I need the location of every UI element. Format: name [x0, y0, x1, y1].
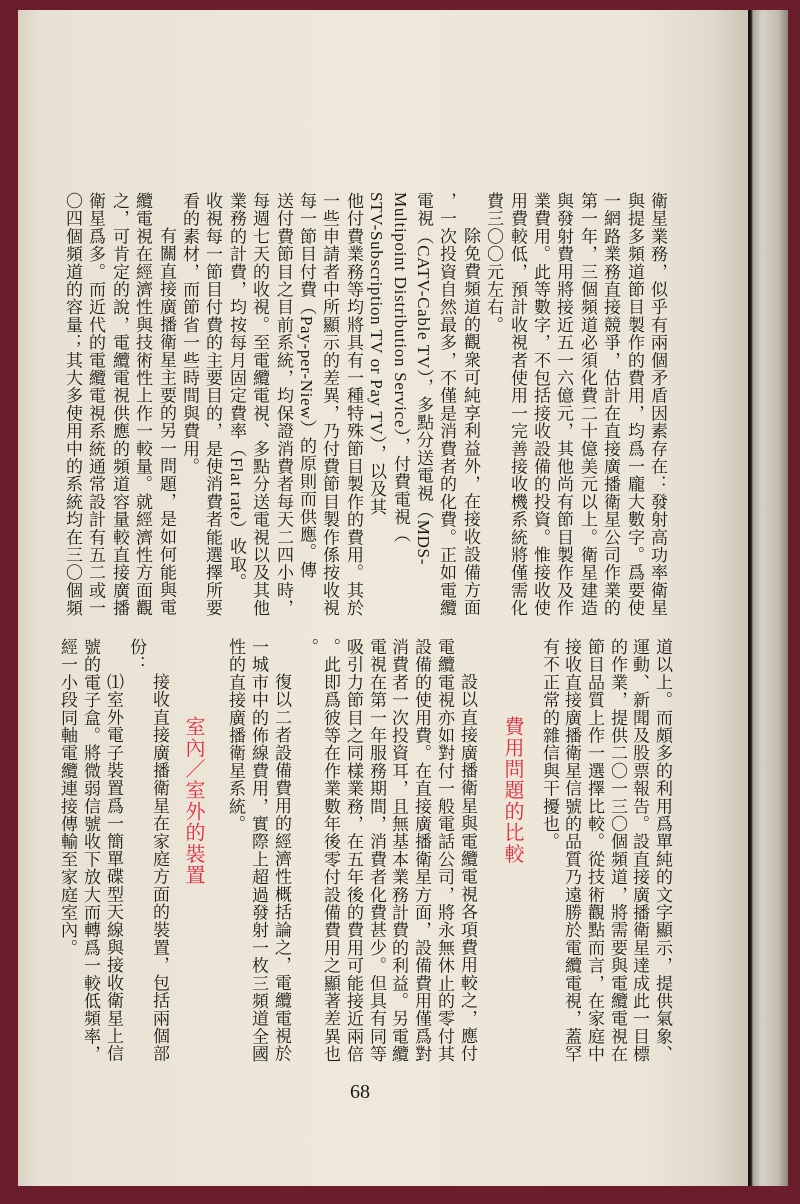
text-column: 與發射費用將接近五一六億元，其他尚有節目製作及作: [554, 192, 573, 617]
text-column: 之，可肯定的說，電纜電視供應的頻道容量較直接廣播: [110, 192, 129, 617]
text-column: 吸引力節目之同樣業務，在五年後的費用可能接近兩倍: [344, 638, 363, 1063]
page-number: 68: [350, 1081, 370, 1103]
text-column: 。此即爲彼等在作業數年後零付設備費用之顯著差異也: [321, 638, 340, 1063]
text-column: ，一次投資自然最多，不僅是消費者的化費。正如電纜: [437, 192, 456, 617]
text-column: 衛星爲多。而近代的電纜電視系統通常設計有五二或一: [86, 192, 105, 617]
text-column: 電視（CATV-Cable TV），多點分送電視（MDS-: [414, 192, 433, 566]
text-column: 復以二者設備費用的經濟性概括論之，電纜電視於: [272, 673, 291, 1063]
text-column: 送付費節目之目前系統，均保證消費者每天二四小時，: [274, 192, 293, 617]
text-column: 道以上。而頗多的利用爲單純的文字顯示，提供氣象、: [653, 638, 672, 1063]
text-column: 纜電視在經濟性與技術性上作一較量。就經濟性方面觀: [133, 192, 152, 617]
text-column: 電視在第一年服務期間，消費者化費甚少。但具有同等: [367, 638, 386, 1063]
section-heading-installation: 室內／室外的裝置: [182, 716, 204, 886]
text-column: 與提多頻道節目製作的費用，均爲一龐大數字。爲要使: [625, 192, 644, 617]
text-column: 性的直接廣播衛星系統。: [226, 638, 245, 833]
text-column: 〇四個頻道的容量；其大多使用中的系統均在三〇個頻: [63, 192, 82, 617]
text-column: 接收直接廣播衛星在家庭方面的裝置，包括兩個部: [150, 673, 169, 1063]
text-column: 接收直接廣播衛星信號的品質乃遠勝於電纜電視，蓋罕: [562, 638, 581, 1063]
text-column: 他付費業務等均將具有一種特殊節目製作的費用。其於: [344, 192, 363, 617]
text-column: 看的素材，而節省一些時間與費用。: [180, 192, 199, 476]
section-heading-cost-comparison: 費用問題的比較: [501, 716, 523, 865]
text-column: 費三〇〇元左右。: [484, 192, 503, 334]
text-column: 一網路業務直接競爭，估計在直接廣播衛星公司作業的: [601, 192, 620, 617]
text-column: 設以直接廣播衛星與電纜電視各項費用較之，應付: [458, 673, 477, 1063]
text-column: 除免費頻道的觀衆可純享利益外，在接收設備方面: [461, 227, 480, 617]
text-column: ⑴室外電子裝置爲一簡單碟型天線與接收衛星上信: [104, 673, 123, 1063]
text-column: 第一年，三個頻道必須化費二十億美元以上。衛星建造: [578, 192, 597, 617]
text-column: 。: [299, 638, 318, 656]
text-column: 有不正常的雜信與干擾也。: [540, 638, 559, 851]
text-column: 一城市中的佈線費用，實際上超過發射一枚三頻道全國: [249, 638, 268, 1063]
text-column: 經一小段同軸電纜連接傳輸至家庭室內。: [58, 638, 77, 957]
text-column: 號的電子盒。將微弱信號收下放大而轉爲一較低頻率，: [81, 638, 100, 1063]
text-column: 節目品質上作一選擇比較。從技術觀點而言，在家庭中: [585, 638, 604, 1063]
text-column: 用費較低，預計收視者使用一完善接收機系統將僅需化: [508, 192, 527, 617]
text-column: 每週七天的收視。至電纜電視、多點分送電視以及其他: [250, 192, 269, 617]
text-column: Multipoint Distribution Service），付費電視（: [391, 192, 410, 544]
text-column: 電纜電視亦如對付一般電話公司，將永無休止的零付其: [435, 638, 454, 1063]
text-column: 有關直接廣播衛星主要的另一問題，是如何能與電: [157, 227, 176, 617]
text-column: 的作業，提供二〇一三〇個頻道，將需要與電纜電視在: [608, 638, 627, 1063]
text-column: 運動、新聞及股票報告。設直接廣播衛星達成此一目標: [630, 638, 649, 1063]
text-column: 業費用。此等數字，不包括接收設備的投資。惟接收使: [531, 192, 550, 617]
text-column: 每一節目付費（Pay-per-Niew）的原則而供應。傳: [297, 192, 316, 579]
text-column: 收視每一節目付費的主要目的，是使消費者能選擇所要: [203, 192, 222, 617]
text-column: 消費者一次投資耳，且無基本業務計費的利益。另電纜: [389, 638, 408, 1063]
text-column: STV-Subscription TV or Pay TV），以及其: [367, 192, 386, 516]
text-column: 一些申請者中所顯示的差異，乃付費節目製作係按收視: [320, 192, 339, 617]
text-column: 份：: [127, 638, 146, 674]
text-column: 業務的計費，均按每月固定費率（Flat rate）收取。: [227, 192, 246, 591]
text-column: 衛星業務，似乎有兩個矛盾因素存在：發射高功率衛星: [648, 192, 667, 617]
text-column: 設備的使用費。在直接廣播衛星方面，設備費用僅爲對: [412, 638, 431, 1063]
